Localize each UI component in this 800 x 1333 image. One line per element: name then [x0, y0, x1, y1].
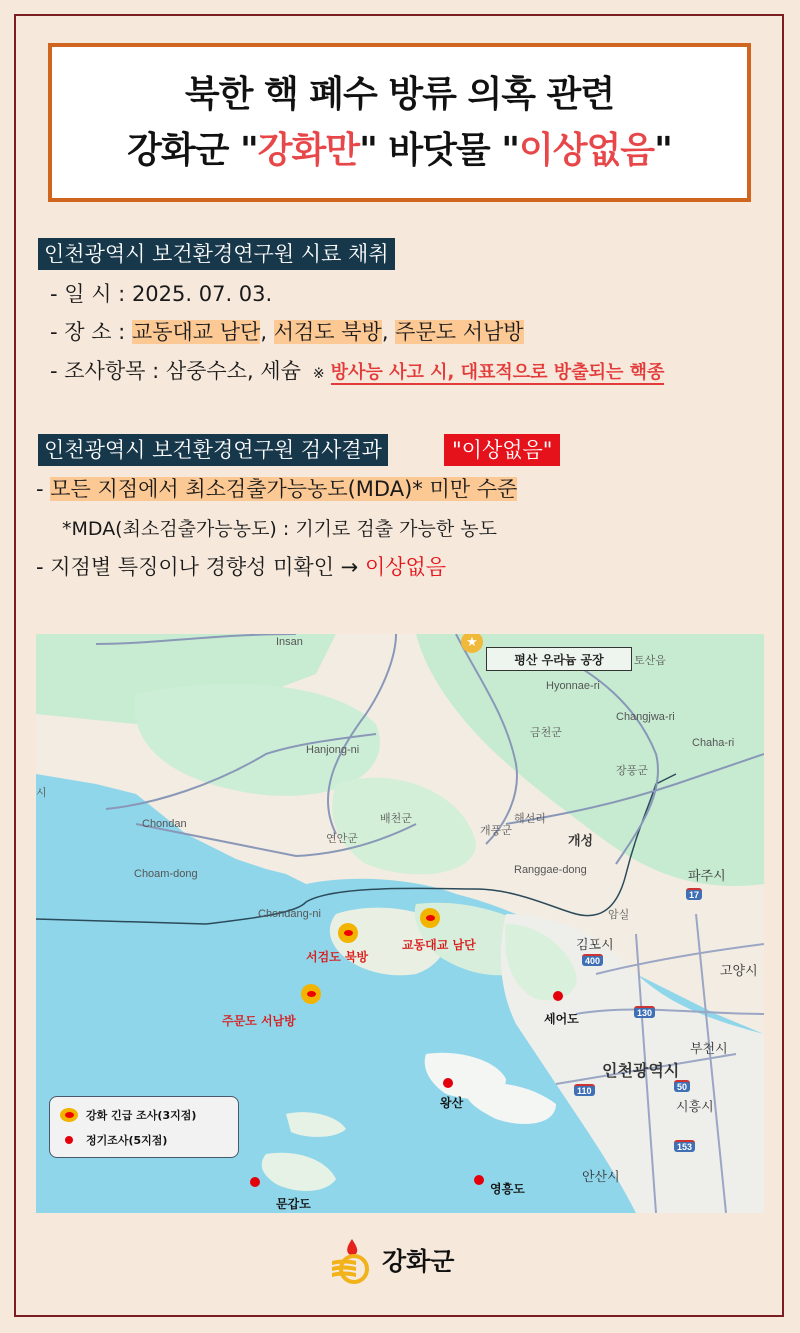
map-place-ansan: 안산시: [582, 1170, 620, 1185]
title-text: 강화군 ": [127, 129, 258, 171]
items-value: 삼중수소, 세슘: [165, 359, 301, 383]
map-place-siheung: 시흥시: [676, 1100, 714, 1115]
site-label-mungapdo: 문갑도: [276, 1197, 311, 1211]
place-jumundo: 주문도 서남방: [395, 320, 524, 344]
legend-emergency: [60, 1107, 196, 1123]
items-label: - 조사항목 :: [50, 359, 166, 383]
legend-regular: [60, 1132, 167, 1148]
title-text: ": [654, 129, 672, 171]
title-highlight-gangwhaman: 강화만: [257, 129, 360, 171]
place-seogeomdo: 서검도 북방: [273, 320, 382, 344]
map-place-haeseon: 해선리: [514, 812, 546, 825]
place-label: - 장 소 :: [50, 320, 132, 344]
result-line-2: [36, 551, 446, 583]
map-place-incheon: 인천광역시: [602, 1061, 680, 1080]
title-line-1: 북한 핵 폐수 방류 의혹 관련: [184, 73, 615, 115]
map-place-goyang: 고양시: [720, 964, 758, 979]
site-label-gyodong: 교동대교 남단: [402, 938, 476, 952]
map-legend: [49, 1096, 239, 1158]
map-place-bucheon: 부천시: [690, 1042, 728, 1057]
emergency-site-marker: [338, 923, 358, 943]
road-shield-50: 50: [674, 1080, 690, 1092]
site-label-yeongheungdo: 영흥도: [490, 1182, 525, 1196]
site-label-seogeomdo: 서검도 북방: [306, 950, 369, 964]
title-highlight-normal: 이상없음: [518, 129, 655, 171]
items-note: 방사능 사고 시, 대표적으로 방출되는 핵종: [330, 362, 665, 383]
map-place-tosan: 토산읍: [634, 654, 666, 667]
road-shield-400: 400: [582, 954, 603, 966]
road-shield-110: 110: [574, 1084, 595, 1096]
map-place-chondang: Chondang-ni: [258, 908, 321, 920]
site-label-jumundo: 주문도 서남방: [222, 1014, 296, 1028]
sampling-items: [50, 355, 664, 390]
map-place-paju: 파주시: [688, 869, 726, 884]
title-box: [48, 43, 751, 202]
mda-footnote: *MDA(최소검출가능농도) : 기기로 검출 가능한 농도: [62, 518, 497, 540]
result-line-1: [36, 473, 517, 505]
legend-emergency-label: 강화 긴급 조사(3지점): [86, 1109, 197, 1122]
title-text: " 바닷물 ": [359, 129, 519, 171]
regular-site-marker: [474, 1175, 484, 1185]
map-place-ranggae: Ranggae-dong: [514, 864, 587, 876]
map-place-gimpo: 김포시: [576, 938, 614, 953]
map-place-jangpung: 장풍군: [616, 764, 648, 777]
site-label-seeodo: 세어도: [544, 1012, 579, 1026]
note-mark-icon: ※: [312, 366, 325, 382]
regular-marker-icon: [65, 1136, 73, 1144]
regular-site-marker: [250, 1177, 260, 1187]
survey-map: [36, 634, 764, 1213]
road-shield-153: 153: [674, 1140, 695, 1152]
result-trend-text: - 지점별 특징이나 경향성 미확인 →: [36, 555, 365, 579]
sampling-places: - 장 소 : 교동대교 남단, 서검도 북방, 주문도 서남방: [50, 320, 524, 344]
road-shield-130: 130: [634, 1006, 655, 1018]
map-place-hanjong: Hanjong-ni: [306, 744, 360, 756]
result-mda-text: 모든 지점에서 최소검출가능농도(MDA)* 미만 수준: [50, 477, 518, 501]
result-normal-text: 이상없음: [364, 555, 447, 579]
place-gyodong: 교동대교 남단: [131, 320, 261, 344]
regular-site-marker: [443, 1078, 453, 1088]
map-place-insan: Insan: [276, 636, 303, 648]
map-place-yeonan: 연안군: [326, 832, 358, 845]
date-label: - 일 시 :: [50, 282, 132, 306]
map-place-chaha: Chaha-ri: [692, 737, 735, 749]
result-section-tag: 인천광역시 보건환경연구원 검사결과: [38, 434, 388, 466]
ganghwa-logo: [330, 1235, 454, 1285]
map-place-baecheon: 배천군: [380, 812, 412, 825]
legend-regular-label: 정기조사(5지점): [86, 1134, 168, 1147]
map-place-left-edge: 시: [36, 786, 47, 799]
ganghwa-emblem-icon: [330, 1235, 376, 1285]
road-shield-17: 17: [686, 888, 702, 900]
emergency-site-marker: [301, 984, 321, 1004]
emergency-site-marker: [420, 908, 440, 928]
map-place-amsil: 암실: [608, 908, 630, 921]
title-line-2: [127, 123, 672, 179]
map-place-geumcheon: 금천군: [530, 726, 562, 739]
sampling-section-tag: 인천광역시 보건환경연구원 시료 채취: [38, 238, 395, 270]
result-badge: "이상없음": [444, 434, 560, 466]
map-place-gaepung: 개풍군: [480, 824, 512, 837]
emergency-marker-icon: [60, 1108, 78, 1122]
date-value: 2025. 07. 03.: [131, 282, 273, 306]
map-place-changjwa: Changjwa-ri: [616, 711, 675, 723]
factory-star-icon: ★: [461, 634, 483, 653]
factory-label: 평산 우라늄 공장: [486, 647, 632, 671]
map-place-chondan: Chondan: [142, 818, 187, 830]
sampling-date: [50, 278, 272, 310]
map-place-gaeseong: 개성: [568, 834, 594, 849]
bullet: -: [36, 477, 51, 501]
map-place-hyonnae: Hyonnae-ri: [546, 680, 600, 692]
site-label-wangsan: 왕산: [440, 1096, 464, 1110]
logo-text: 강화군: [382, 1247, 455, 1276]
map-place-choam: Choam-dong: [134, 868, 198, 880]
regular-site-marker: [553, 991, 563, 1001]
